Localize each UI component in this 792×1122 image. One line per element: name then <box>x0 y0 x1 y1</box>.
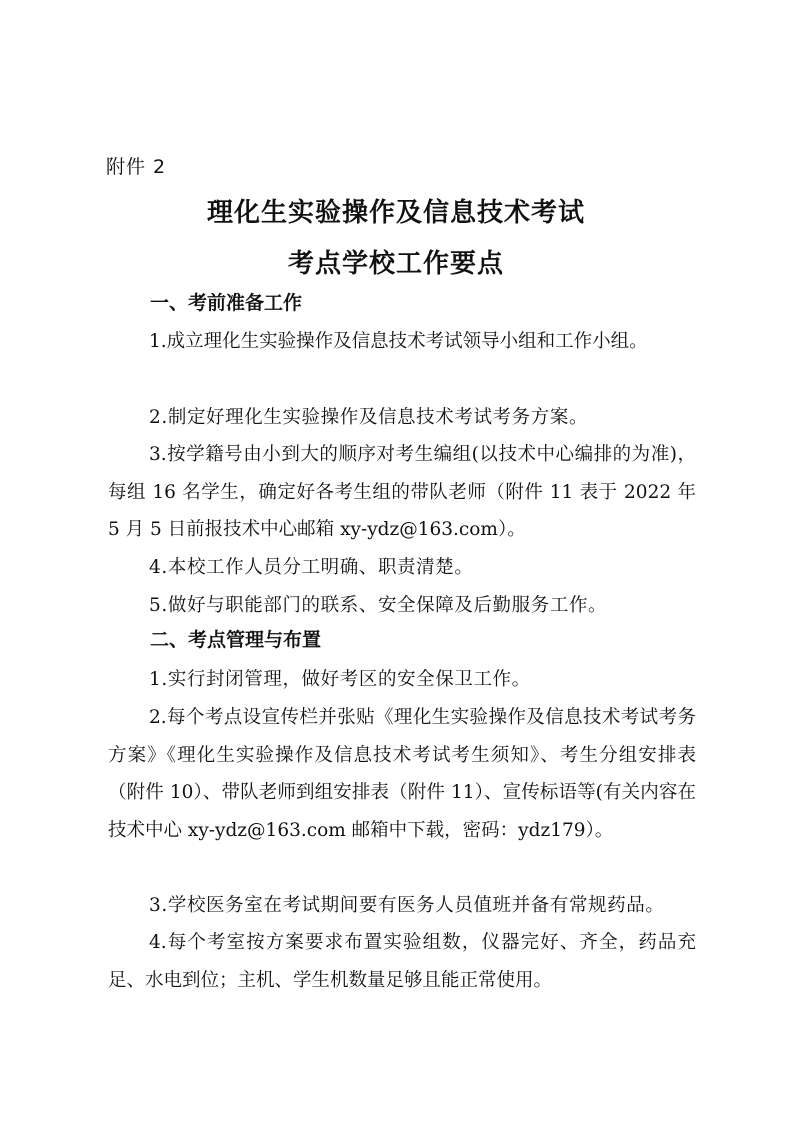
document-title-line-2: 考点学校工作要点 <box>287 249 504 279</box>
list-item: 3.按学籍号由小到大的顺序对考生编组(以技术中心编排的为准)，每组 16 名学生，确定好各考生组的带队老师（附件 11 表于 2022 年 5 月 5 日前报技术中心邮箱 xy-ydz@163.com）。 <box>108 444 696 540</box>
list-item: 2.每个考点设宣传栏并张贴《理化生实验操作及信息技术考试考务方案》《理化生实验操作及信息技术考试考生须知》、考生分组安排表（附件 10）、带队老师到组安排表（附件 11）、宣传标语等(有关内容在技术中心 xy-ydz@163.com 邮箱中下载，密码：ydz179）。 <box>108 707 696 841</box>
list-item: 3.学校医务室在考试期间要有医务人员值班并备有常规药品。 <box>149 895 665 916</box>
list-item: 4.本校工作人员分工明确、职责清楚。 <box>149 557 474 578</box>
section-heading-management: 二、考点管理与布置 <box>150 629 322 651</box>
section-heading-preparation: 一、考前准备工作 <box>150 292 303 314</box>
list-item: 1.实行封闭管理，做好考区的安全保卫工作。 <box>149 669 531 690</box>
attachment-label: 附件 2 <box>106 156 167 178</box>
list-item: 5.做好与职能部门的联系、安全保障及后勤服务工作。 <box>149 595 608 616</box>
list-item: 1.成立理化生实验操作及信息技术考试领导小组和工作小组。 <box>149 331 648 352</box>
document-title-line-1: 理化生实验操作及信息技术考试 <box>206 198 585 228</box>
list-item: 4.每个考室按方案要求布置实验组数，仪器完好、齐全，药品充足、水电到位；主机、学生机数量足够且能正常使用。 <box>108 932 696 991</box>
list-item: 2.制定好理化生实验操作及信息技术考试考务方案。 <box>149 407 589 428</box>
